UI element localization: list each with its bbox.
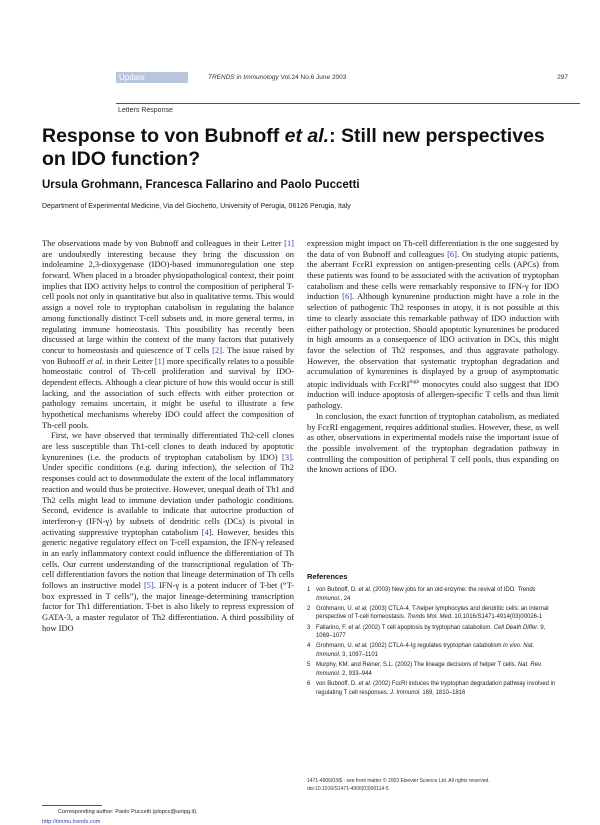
text-run: Murphy, KM. and Reiner, S.L. (2002) The lineage decisions of helper T cells. <box>316 662 518 669</box>
article-title <box>42 125 582 171</box>
text-italic: et al. <box>354 643 368 650</box>
journal-italic: Cell Death Differ. <box>493 624 539 631</box>
reference-item <box>307 586 559 603</box>
text-run: are undoubtedly interesting because they bring the discussion on indoleamine 2,3-dioxygenase (IDO)-based immunoregulation one step forward. When placed in a broader physiopathological context, their point implies that IDO activity helps to control the composition of peripheral T-cell pools not only in quantitative but also in qualitative terms. This would assign a novel role to tryptophan catabolism in regulating the balance among functionally distinct T-cell subsets and, in more general terms, in regulating immune homeostasis. This possibility has recently been discussed at large within the context of the many factors that putatively concur to homeostasis and quiescence of T cells <box>42 248 294 355</box>
journal-name <box>208 72 346 83</box>
text-run: 2, 933–944 <box>340 670 372 677</box>
text-run: First, we have observed that terminally differentiated Th2-cell clones are less susceptible than Th1-cell clones to death induced by apoptotic kynurenines (i.e. the products of tryptophan catabolism by IDO) <box>42 430 294 462</box>
text-italic: et al. <box>358 587 372 593</box>
journal-title: TRENDS in Immunology <box>208 74 279 81</box>
text-run: monocytes could also suggest that IDO induction will induce apoptosis of allergen-specific T cells and thus limit pathology. <box>307 378 559 411</box>
journal-url-link[interactable]: http://timmu.trends.com <box>42 819 101 825</box>
reference-number: 3 <box>307 624 311 631</box>
journal-issue: Vol.24 No.6 June 2003 <box>280 74 347 81</box>
running-header <box>116 72 580 83</box>
text-run: . On studying atopic patients, the aberrant FcεRI expression on antigen-presenting cells (APCs) from these patients was found to be associated with the activation of tryptophan catabolism and these cells were remarkably responsive to IFN-γ for IDO induction <box>307 248 559 302</box>
text-run: (2003) New jobs for an old enzyme: the revival of IDO. <box>371 587 518 593</box>
citation-link[interactable]: [3] <box>282 451 292 462</box>
citation-link[interactable]: [1] <box>154 355 165 366</box>
references-heading: References <box>307 572 348 581</box>
reference-item <box>307 605 559 622</box>
affiliation: Department of Experimental Medicine, Via del Giochetto, University of Perugia, 06126 Perugia, Italy <box>42 203 351 210</box>
copyright-line: 1471-4906/03/$ - see front matter © 2003 Elsevier Science Ltd. All rights reserved. <box>307 778 490 784</box>
reference-item <box>307 642 559 659</box>
journal-italic: Trends Mol. Med. <box>406 614 453 621</box>
text-run: . However, besides this generic negative regulatory effect on T-cell expansion, the IFN-γ released in an early inflammatory context could influence the differentiation of Th cells. Our current understanding of the transcriptional regulation of Th-cell differentiation favors the notion that lineage determination of Th cells follows an instructive model <box>42 526 294 590</box>
section-tag: Update <box>116 72 188 83</box>
paragraph <box>307 411 559 475</box>
title-part: Response to von Bubnoff <box>42 125 285 147</box>
text-run: (2002) CTLA-4-Ig regulates tryptophan catabolism <box>367 643 504 650</box>
title-line-2: on IDO function? <box>42 148 201 170</box>
text-run: 3, 1097–1101 <box>340 651 378 658</box>
text-run: von Bubnoff, D. <box>316 680 359 687</box>
text-run: 9, 1069–1077 <box>316 624 546 640</box>
citation-link[interactable]: [4] <box>201 526 212 537</box>
text-italic: et al. <box>354 605 368 612</box>
journal-italic: Nat. Rev. Immunol. <box>316 662 543 677</box>
text-run: (2002) FcεRI induces the tryptophan degradation pathway involved in regulating T cell responses. <box>316 680 556 696</box>
author-list: Ursula Grohmann, Francesca Fallarino and Paolo Puccetti <box>42 179 360 191</box>
paragraph <box>42 238 294 430</box>
text-run: (2002) T cell apoptosis by tryptophan catabolism. <box>361 624 494 631</box>
reference-number: 5 <box>307 662 311 669</box>
journal-italic: Trends Immunol. <box>316 587 536 602</box>
page-number: 297 <box>557 74 568 81</box>
reference-item <box>307 661 559 678</box>
text-run: 10.1016/S1471-4914(03)00026-1 <box>452 614 543 621</box>
journal-italic: J. Immunol. <box>390 689 421 696</box>
copyright-notice <box>307 778 567 793</box>
text-italic: et al. <box>358 680 372 687</box>
text-run: . IFN-γ is a potent inducer of T-bet (“T-box expressed in T cells”), the major lineage-determining transcription factor for Th1 differentiation. T-bet is also likely to repress expression of GATA-3, a master regulator of Th2 differentiation. A third possibility of how IDO <box>42 580 294 633</box>
text-run: expression might impact on Th-cell differentiation is the one suggested by the data of von Bubnoff and colleagues <box>307 238 559 259</box>
footnote-divider <box>42 805 102 806</box>
citation-link[interactable]: [6] <box>342 291 353 302</box>
paragraph <box>307 238 559 411</box>
text-run: Fallarino, F. <box>316 624 349 631</box>
citation-link[interactable]: [2] <box>212 344 223 355</box>
reference-list <box>307 586 559 699</box>
body-column-right <box>307 238 559 475</box>
text-run: Grohmann, U. <box>316 643 355 650</box>
text-run: . Although kynurenine production might have a role in the selection of pathogenic Th2 responses in atopy, it is not possible at this time to clearly associate this remarkable pathway of IDO induction with either pathology or protection. Should apoptotic kynurenines be produced in high amounts as a consequence of IDO activation in DCs, this might favor the selection of Th2 responses, and thus aggravate pathology. However, the observation that systematic tryptophan degradation and accumulation of kynurenines is displayed by a group of asymptomatic atopic individuals with FcεRI <box>307 291 559 389</box>
reference-item <box>307 624 559 641</box>
superscript: high <box>409 378 420 385</box>
reference-number: 4 <box>307 643 311 650</box>
text-run: The observations made by von Bubnoff and colleagues in their Letter <box>42 238 285 248</box>
text-italic: et al. <box>348 624 362 631</box>
reference-number: 1 <box>307 587 311 593</box>
body-column-left <box>42 238 294 633</box>
reference-number: 2 <box>307 605 311 612</box>
reference-number: 6 <box>307 680 311 687</box>
journal-italic: in vivo. Nat. Immunol. <box>316 643 535 658</box>
text-run: in their Letter <box>103 355 155 366</box>
text-run: . The issue raised by von Bubnoff <box>42 344 294 366</box>
text-run: von Bubnoff, D. <box>316 587 359 593</box>
citation-link[interactable]: [6] <box>447 248 457 259</box>
corresponding-author-note: Corresponding author: Paolo Puccetti (plopcc@unipg.it). <box>58 809 198 815</box>
text-run: . Under specific conditions (e.g. during infection), the selection of Th2 responses could act to downmodulate the extent of the local inflammatory reaction and would thus be protective. However, unequal death of Th1 and Th2 cells might lead to immune deviation under pathologic conditions. Second, evidence is available to indicate that autocrine production of interferon-γ (IFN-γ) by subsets of dendritic cells (DCs) is pivotal in activating suppressive tryptophan catabolism <box>42 451 294 537</box>
text-run: , 24 <box>340 595 351 602</box>
citation-link[interactable]: [5] <box>144 580 154 590</box>
text-run: (2003) CTLA-4, T-helper lymphocytes and dendritic cells: an internal perspective of T-cell homeostasis. <box>316 605 549 621</box>
citation-link[interactable]: [1] <box>284 238 294 248</box>
section-divider <box>116 103 580 104</box>
text-run: In conclusion, the exact function of tryptophan catabolism, as mediated by FcεRI engagement, requires additional studies. However, these, as well as other, observations in experimental models raise the important issue of the possible involvement of the tryptophan degradation pathway in controlling the composition of peripheral T cell pools, thus expanding on the known actions of IDO. <box>307 410 559 475</box>
reference-item <box>307 680 559 697</box>
text-run: 169, 1810–1816 <box>420 689 466 696</box>
section-label: Letters Response <box>118 107 173 114</box>
title-part: : Still new perspectives <box>329 125 545 147</box>
text-italic: et al. <box>87 355 104 366</box>
doi-line: doi:10.1016/S1471-4906(03)00114-5 <box>307 785 389 792</box>
title-italic: et al. <box>284 125 330 147</box>
text-run: more specifically relates to a possible homeostatic control of Th-cell proliferation and survival by IDO-dependent effects. Although a clear picture of how this would occur is still lacking, and the association of such effects with either protection or pathology remains uncertain, it might be useful to illustrate a few hypothetical mechanisms whereby IDO could affect the composition of Th-cell pools. <box>42 355 294 430</box>
text-run: Grohmann, U. <box>316 605 355 612</box>
paragraph <box>42 430 294 633</box>
